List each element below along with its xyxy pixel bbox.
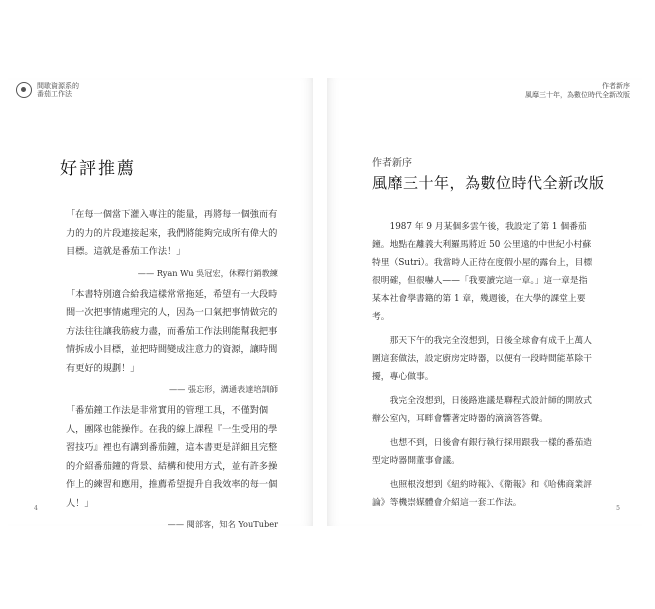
- left-running-header: [16, 82, 79, 98]
- header-book-subtitle: 番茄工作法: [37, 90, 72, 98]
- circle-logo-icon: [16, 82, 32, 98]
- testimonial-attribution: —— 張忘形，溝通表達培訓師: [168, 384, 278, 394]
- left-page: [8, 78, 313, 529]
- paragraph: 我完全沒想到，日後路進議是聯程式設計師的開放式辦公室內，耳畔會響著定時器的滴滴答答聲。: [372, 396, 592, 424]
- header-book-title: 間歇資源系的: [37, 82, 79, 90]
- right-page: [327, 78, 642, 526]
- paragraph: 也照根沒想到《紐約時報》、《衛報》和《哈佛商業評論》等機崇媒體會介紹這一套工作法。: [372, 480, 592, 508]
- section-label: 作者新序: [372, 158, 412, 169]
- header-section: 作者新序: [602, 82, 630, 90]
- page-number: 5: [616, 505, 620, 512]
- testimonial-attribution: —— Ryan Wu 吳冠宏，休釋行銷教練: [137, 267, 278, 278]
- body-text: [372, 218, 594, 518]
- testimonial-text: 「在每一個當下灌入專注的能量，再將每一個強而有力的力的片段連接起來，我們將能夠完成所有偉大的目標。這就是番茄工作法！」: [66, 209, 278, 257]
- testimonial-attribution: —— 閱部客，知名 YouTuber: [167, 519, 278, 529]
- testimonials: [66, 206, 278, 537]
- page-title: 好評推薦: [60, 159, 136, 179]
- chapter-title: 風靡三十年，為數位時代全新改版: [372, 174, 605, 192]
- page-number: 4: [34, 505, 38, 512]
- testimonial-text: 「番茄鐘工作法是非常實用的管理工具，不僅對個人，團隊也能操作。在我的線上課程『一生受用的學習技巧』裡也有講到番茄鐘，這本書更是詳細且完整的介紹番茄鐘的背景、結構和使用方式，並有許多操作上的練習和應用，推薦希望提升自我效率的每一個人！」: [66, 405, 278, 509]
- paragraph: 也想不到，日後會有銀行執行採用跟我一樣的番茄造型定時器開董事會議。: [372, 438, 592, 466]
- testimonial-text: 「本書特別適合給我這樣常常拖延，希望有一大段時間一次把事情處理完的人，因為一口氣把事情做完的方法往往讓我筋疲力盡，而番茄工作法則能幫我把事情拆成小目標，並把時間變成注意力的資源，讓時間有更好的規劃！」: [66, 288, 278, 374]
- header-chapter: 風靡三十年，為數位時代全新改版: [525, 91, 630, 99]
- paragraph: 1987 年 9 月某個多雲午後，我設定了第 1 個番茄鐘。地點在離義大利羅馬將近 50 公里遠的中世紀小村蘇特里（Sutri）。我當時人正待在度假小屋的露台上，目標很明確，但很嚇人——「我要讀完這一章。」這一章是指某本社會學書籍的第 1 章，幾週後，在大學的課堂上要考。: [372, 222, 593, 322]
- paragraph: 那天下午的我完全沒想到，日後全球會有成千上萬人圍這套做法，設定廚房定時器，以便有一段時間能革除干擾，專心做事。: [372, 336, 592, 382]
- right-running-header: [525, 82, 630, 100]
